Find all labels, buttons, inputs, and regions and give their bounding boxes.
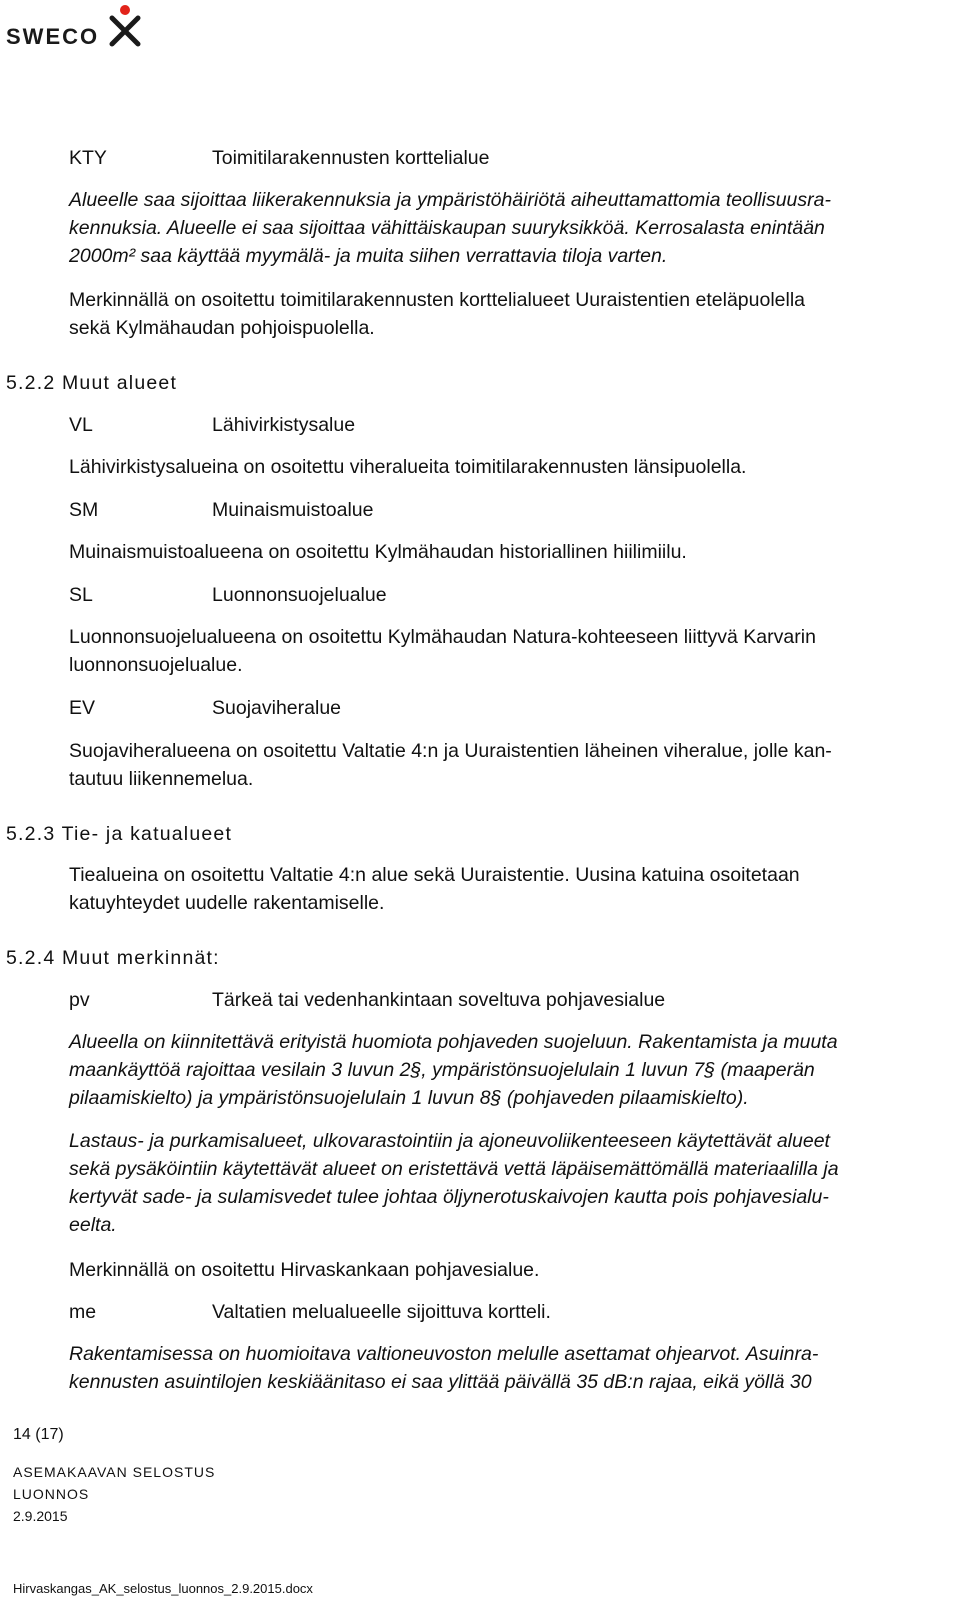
pv-para2-line1: Lastaus- ja purkamisalueet, ulkovarastointiin ja ajoneuvoliikenteeseen käytettävät alueet [69, 1130, 830, 1152]
pv-para3: Merkinnällä on osoitettu Hirvaskankaan pohjavesialue. [69, 1259, 540, 1281]
pv-para1-line3: pilaamiskielto) ja ympäristönsuojelulain 1 luvun 8§ (pohjaveden pilaamiskielto). [69, 1087, 749, 1109]
section-heading-523: 5.2.3 Tie- ja katualueet [6, 823, 233, 845]
ev-text-line1: Suojaviheralueena on osoitettu Valtatie 4:n ja Uuraistentien läheinen viheralue, jolle kan- [69, 740, 832, 762]
pv-para2-line4: eelta. [69, 1214, 117, 1236]
me-para-line2: kennusten asuintilojen keskiäänitaso ei saa ylittää päivällä 35 dB:n rajaa, eikä yöllä 30 [69, 1371, 812, 1393]
kty-para1-line1: Alueelle saa sijoittaa liikerakennuksia ja ympäristöhäiriötä aiheuttamattomia teollisuusra- [69, 189, 831, 211]
ev-text-line2: tautuu liikennemelua. [69, 768, 254, 790]
footer-status: LUONNOS [13, 1486, 90, 1502]
me-para-line1: Rakentamisessa on huomioitava valtioneuvoston melulle asettamat ohjearvot. Asuinra- [69, 1343, 819, 1365]
pv-para1-line1: Alueella on kiinnitettävä erityistä huomiota pohjaveden suojeluun. Rakentamista ja muuta [69, 1031, 838, 1053]
kty-para2-line2: sekä Kylmähaudan pohjoispuolella. [69, 317, 375, 339]
sm-title: Muinaismuistoalue [212, 499, 374, 521]
ev-title: Suojaviheralue [212, 697, 342, 719]
vl-text: Lähivirkistysalueina on osoitettu viheralueita toimitilarakennusten länsipuolella. [69, 456, 747, 478]
sl-title: Luonnonsuojelualue [212, 584, 387, 606]
pv-code: pv [69, 989, 90, 1011]
roads-text-line1: Tiealueina on osoitettu Valtatie 4:n alue sekä Uuraistentie. Uusina katuina osoitetaan [69, 864, 800, 886]
sl-text-line1: Luonnonsuojelualueena on osoitettu Kylmähaudan Natura-kohteeseen liittyvä Karvarin [69, 626, 816, 648]
pv-title: Tärkeä tai vedenhankintaan soveltuva pohjavesialue [212, 989, 666, 1011]
section-heading-522: 5.2.2 Muut alueet [6, 372, 178, 394]
footer-date: 2.9.2015 [13, 1508, 68, 1524]
company-logo [6, 4, 146, 52]
kty-para1-line3: 2000m² saa käyttää myymälä- ja muita siihen verrattavia tiloja varten. [69, 245, 668, 267]
section-heading-524: 5.2.4 Muut merkinnät: [6, 947, 220, 969]
sm-code: SM [69, 499, 99, 521]
kty-para2-line1: Merkinnällä on osoitettu toimitilarakennusten korttelialueet Uuraistentien eteläpuolella [69, 289, 806, 311]
kty-title: Toimitilarakennusten korttelialue [212, 147, 490, 169]
kty-para1-line2: kennuksia. Alueelle ei saa sijoittaa vähittäiskaupan suuryksikköä. Kerrosalasta enintään [69, 217, 825, 239]
ev-code: EV [69, 697, 96, 719]
me-code: me [69, 1301, 97, 1323]
page-number: 14 (17) [13, 1426, 64, 1443]
vl-title: Lähivirkistysalue [212, 414, 356, 436]
pv-para2-line3: kertyvät sade- ja sulamisvedet tulee johtaa öljynerotuskaivojen kautta pois pohjavesialu- [69, 1186, 829, 1208]
footer-doc-title: ASEMAKAAVAN SELOSTUS [13, 1464, 216, 1480]
pv-para1-line2: maankäyttöä rajoittaa vesilain 3 luvun 2§, ympäristönsuojelulain 1 luvun 7§ (maaperän [69, 1059, 815, 1081]
sm-text: Muinaismuistoalueena on osoitettu Kylmähaudan historiallinen hiilimiilu. [69, 541, 687, 563]
vl-code: VL [69, 414, 93, 436]
me-title: Valtatien melualueelle sijoittuva kortteli. [212, 1301, 551, 1323]
kty-code: KTY [69, 147, 107, 169]
sweco-figure-icon [106, 4, 144, 48]
pv-para2-line2: sekä pysäköintiin käytettävät alueet on eristettävä vettä läpäisemättömällä materiaalilla ja [69, 1158, 839, 1180]
sl-code: SL [69, 584, 93, 606]
sl-text-line2: luonnonsuojelualue. [69, 654, 243, 676]
footer-filename: Hirvaskangas_AK_selostus_luonnos_2.9.2015.docx [13, 1581, 313, 1596]
roads-text-line2: katuyhteydet uudelle rakentamiselle. [69, 892, 385, 914]
logo-text: SWECO [6, 24, 100, 49]
